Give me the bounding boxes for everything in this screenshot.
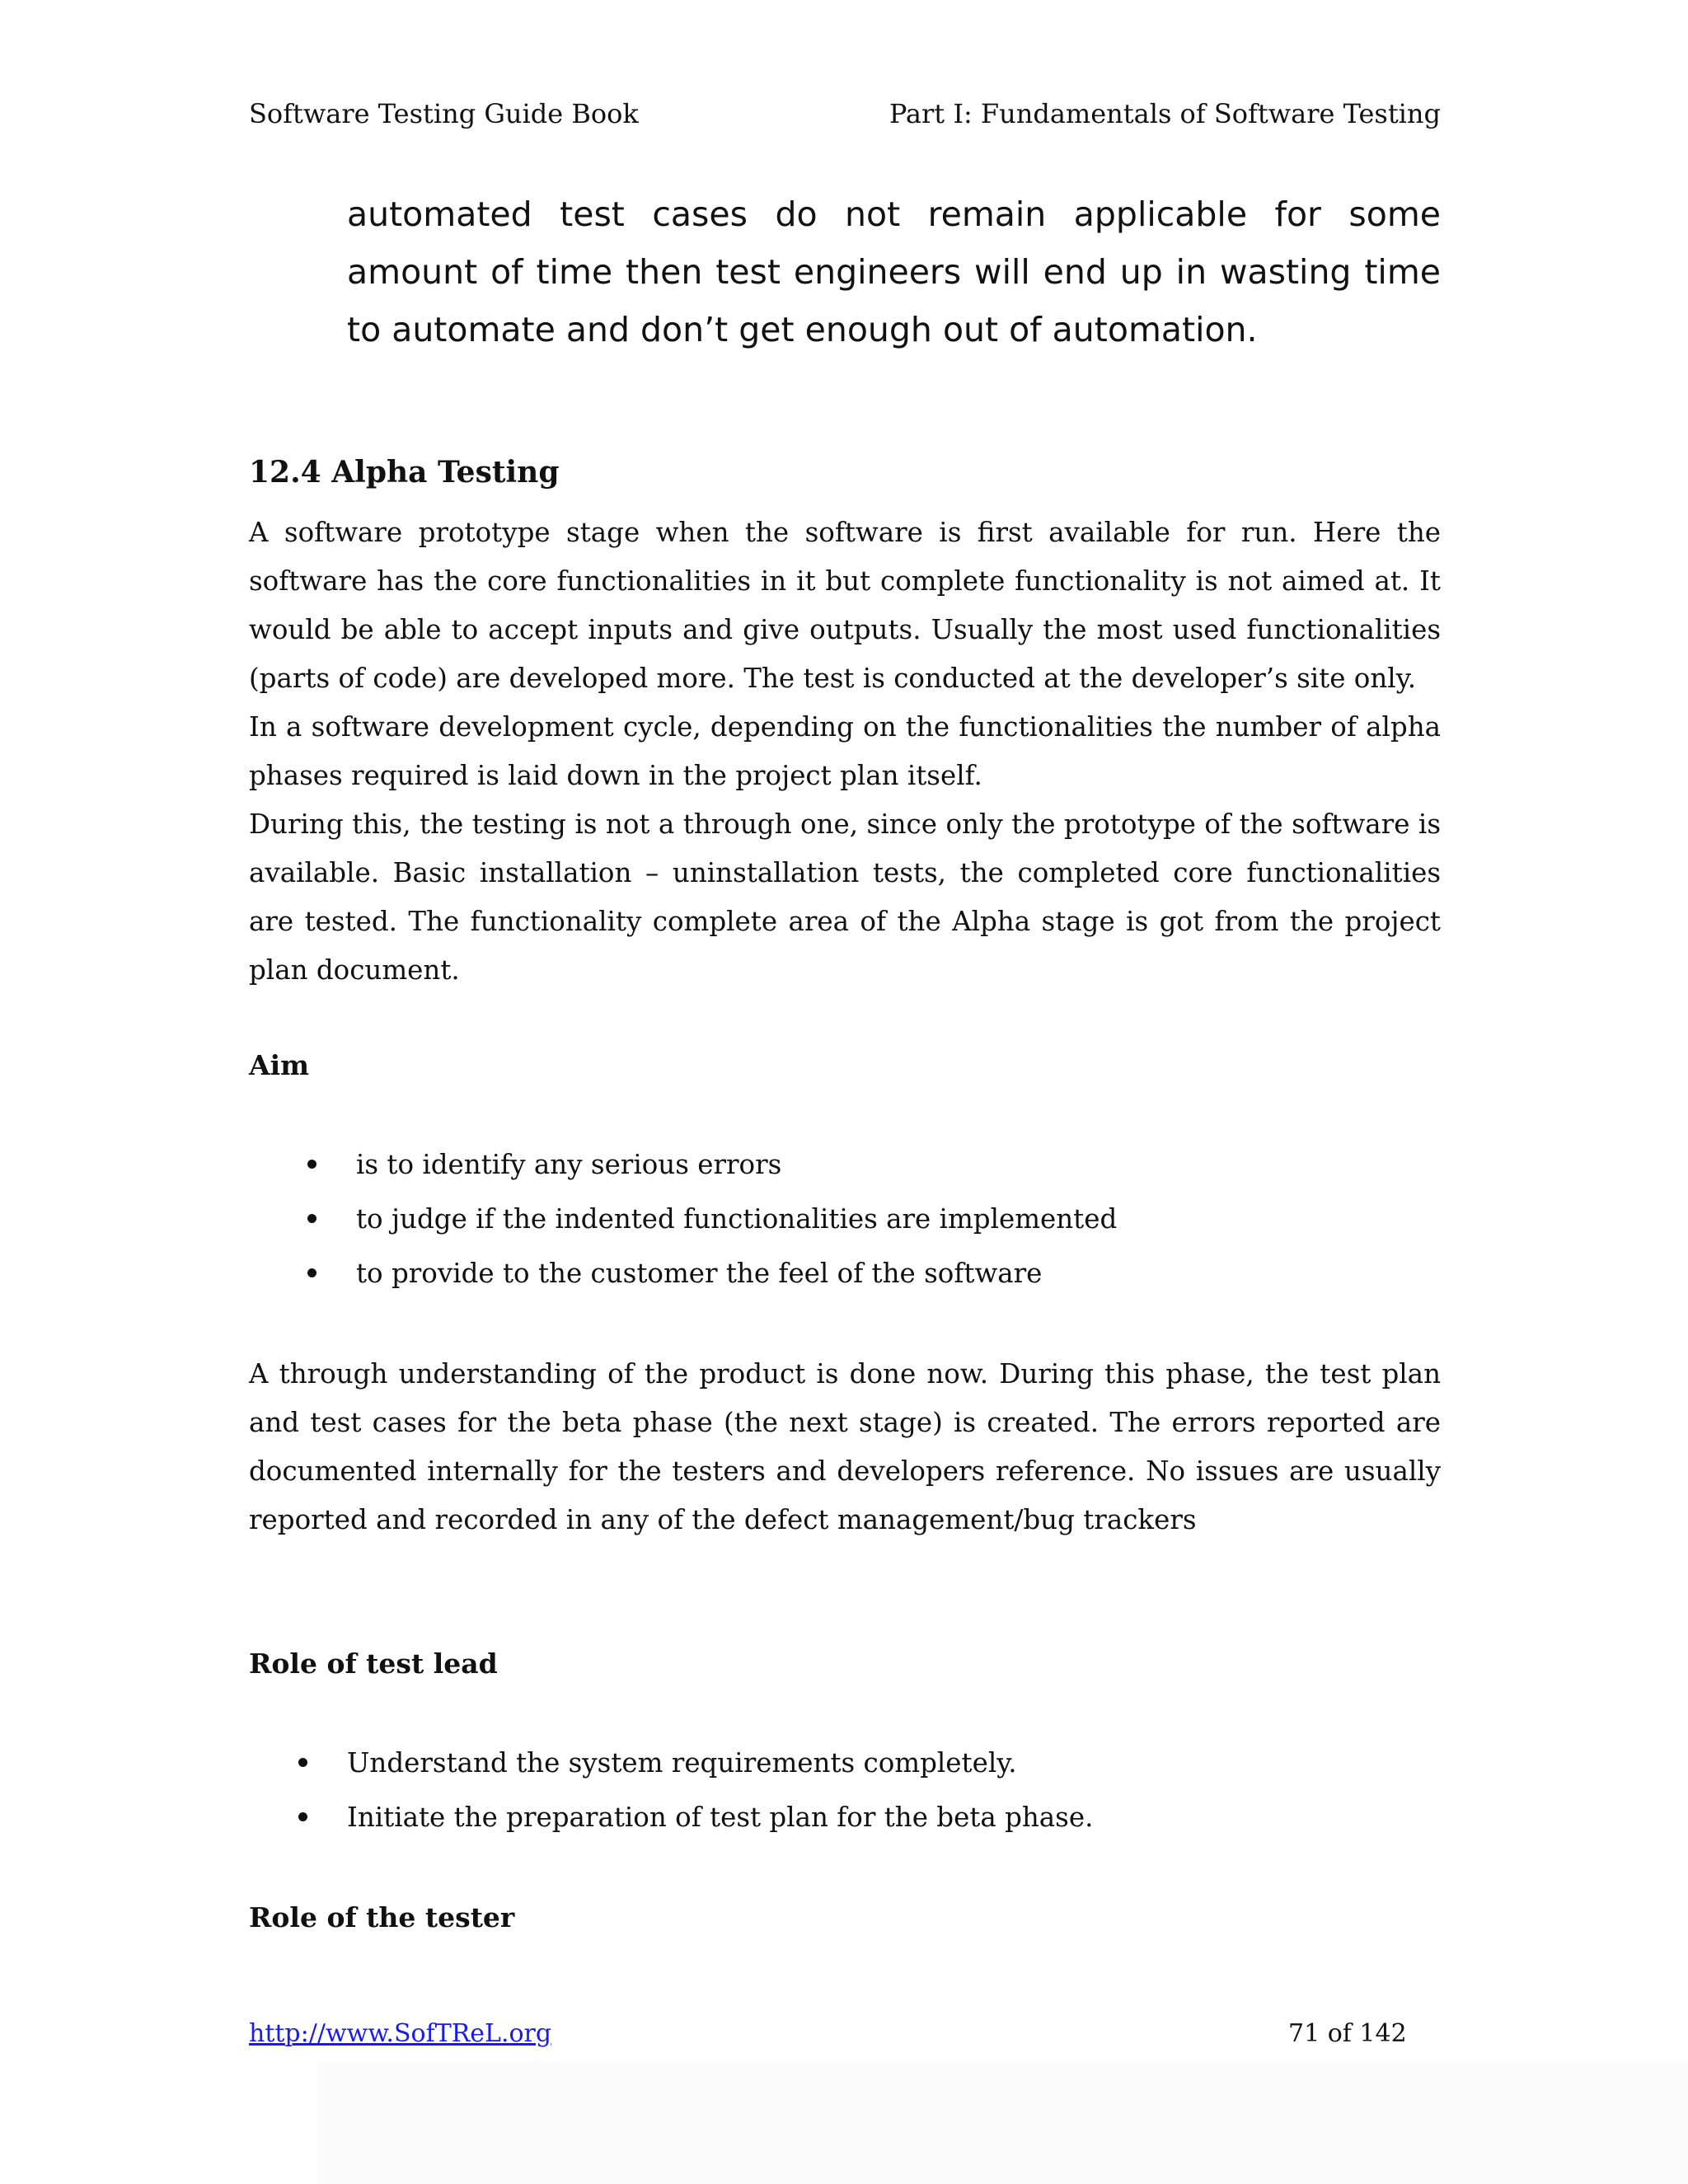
bullet-icon (307, 1214, 316, 1223)
footer-website-link[interactable]: http://www.SofTReL.org (249, 2019, 552, 2048)
header-part-title: Part I: Fundamentals of Software Testing (889, 98, 1441, 129)
bullet-icon (298, 1758, 307, 1767)
document-page: Software Testing Guide Book Part I: Fundamentals of Software Testing automated test cases do not remain applicable for some amount of time then test engineers will end up in wasting time to automate and don’t get enough out of automation. 12.4 Alpha Testing A software prototype stage when the software is first available for run. Here the software has the core functionalities in it but complete functionality is not aimed at. It would be able to accept inputs and give outputs. Usually the most used functionalities (parts of code) are developed more. The test is conducted at the developer’s site only. In a software development cycle, depending on the functionalities the number of alpha phases required is laid down in the project plan itself. During this, the testing is not a through one, since only the prototype of the software is available. Basic installation – uninstallation tests, the completed core functionalities are tested. The functionality complete area of the Alpha stage is got from the project plan document. Aim is to identify any serious errors to judge if the indented functionalities are implemented to provide to the customer the feel of the software A through understanding of the product is done now. During this phase, the test plan and test cases for the beta phase (the next stage) is created. The errors reported are documented internally for the testers and developers reference. No issues are usually reported and recorded in any of the defect management/bug trackers Role of test lead Understand the system requirements completely. Initiate the preparation of test plan for the beta phase. Role of the tester http://www.SofTReL.org 71 of 142 (0, 0, 1688, 2184)
alpha-phase-summary (249, 1350, 1441, 1544)
section-heading-alpha-testing: 12.4 Alpha Testing (249, 455, 560, 490)
role-of-test-lead-heading: Role of test lead (249, 1647, 498, 1680)
role-of-tester-heading: Role of the tester (249, 1901, 515, 1933)
footer-page-number: 71 of 142 (1288, 2019, 1407, 2048)
paragraph: A through understanding of the product is done now. During this phase, the test plan and test cases for the beta phase (the next stage) is created. The errors reported are documented internally for the testers and developers reference. No issues are usually reported and recorded in any of the defect management/bug trackers (249, 1358, 1441, 1535)
paragraph: During this, the testing is not a through one, since only the prototype of the software is available. Basic installation – uninstallation tests, the completed core functionalities are tested. The functionality complete area of the Alpha stage is got from the project plan document. (249, 808, 1441, 986)
aim-heading: Aim (249, 1049, 310, 1081)
bullet-icon (298, 1812, 307, 1821)
bullet-icon (307, 1160, 316, 1169)
intro-continuation-text: automated test cases do not remain applicable for some amount of time then test engineers will end up in wasting time to automate and don’t get enough out of automation. (347, 194, 1441, 349)
paragraph: In a software development cycle, depending on the functionalities the number of alpha phases required is laid down in the project plan itself. (249, 711, 1441, 791)
header-book-title: Software Testing Guide Book (249, 98, 639, 129)
bullet-icon (307, 1268, 316, 1277)
page-shade (317, 2060, 1688, 2184)
alpha-testing-description (249, 509, 1441, 995)
paragraph: A software prototype stage when the software is first available for run. Here the software has the core functionalities in it but complete functionality is not aimed at. It would be able to accept inputs and give outputs. Usually the most used functionalities (parts of code) are developed more. The test is conducted at the developer’s site only. (249, 517, 1441, 694)
